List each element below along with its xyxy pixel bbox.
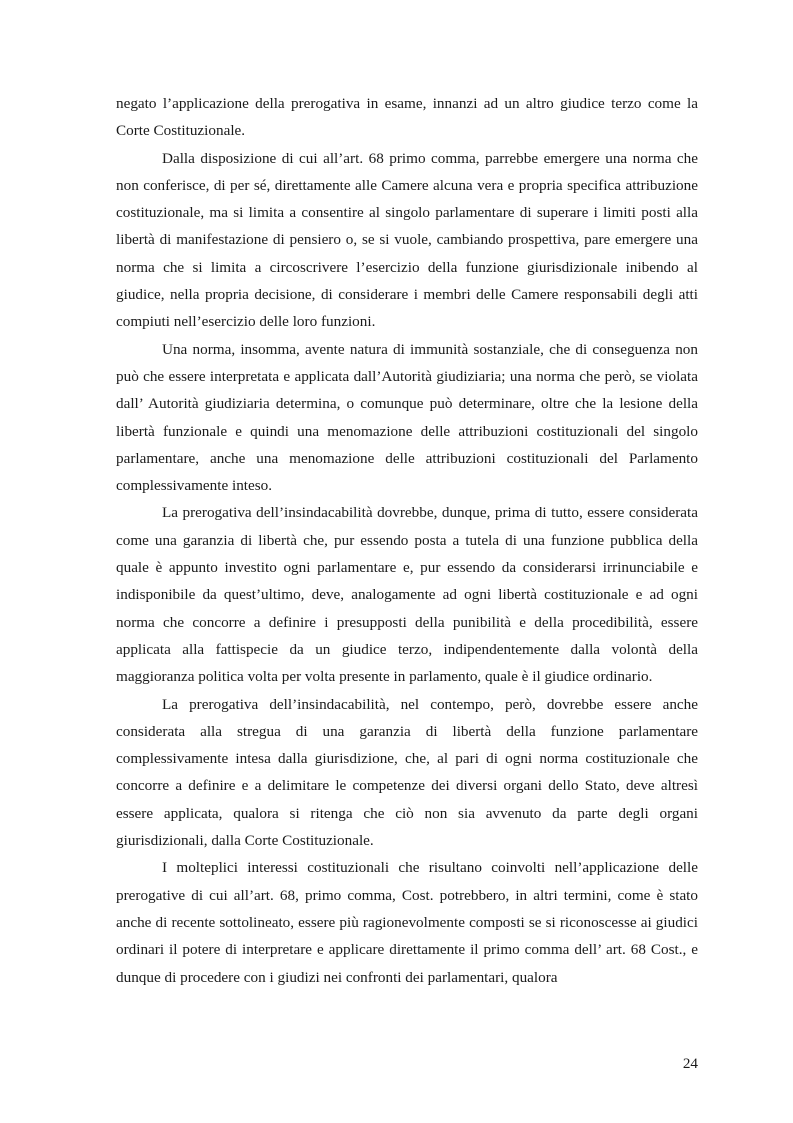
paragraph: Una norma, insomma, avente natura di immunità sostanziale, che di conseguenza non può che essere interpretata e applicata dall’Autorità giudiziaria; una norma che però, se violata dall’ Autorità giudiziaria determina, o comunque può determinare, oltre che la lesione della libertà funzionale e quindi una menomazione delle attribuzioni costituzionali del singolo parlamentare, anche una menomazione delle attribuzioni costituzionali del Parlamento complessivamente inteso. — [116, 340, 698, 495]
body-text — [116, 90, 698, 991]
paragraph-continuation: negato l’applicazione della prerogativa in esame, innanzi ad un altro giudice terzo come la Corte Costituzionale. — [116, 95, 698, 140]
paragraph: La prerogativa dell’insindacabilità dovrebbe, dunque, prima di tutto, essere considerata come una garanzia di libertà che, pur essendo posta a tutela di una funzione pubblica della quale è appunto investito ogni parlamentare e, pur essendo da considerarsi irrinunciabile e indisponibile da quest’ultimo, deve, analogamente ad ogni libertà costituzionale e ad ogni norma che concorre a definire i presupposti della punibilità e della procedibilità, essere applicata alla fattispecie da un giudice terzo, indipendentemente dalla volontà della maggioranza politica volta per volta presente in parlamento, quale è il giudice ordinario. — [116, 504, 698, 686]
paragraph: La prerogativa dell’insindacabilità, nel contempo, però, dovrebbe essere anche considerata alla stregua di una garanzia di libertà della funzione parlamentare complessivamente intesa dalla giurisdizione, che, al pari di ogni norma costituzionale che concorre a definire e a delimitare le competenze dei diversi organi dello Stato, deve altresì essere applicata, qualora si ritenga che ciò non sia avvenuto da parte degli organi giurisdizionali, dalla Corte Costituzionale. — [116, 695, 698, 850]
paragraph: Dalla disposizione di cui all’art. 68 primo comma, parrebbe emergere una norma che non conferisce, di per sé, direttamente alle Camere alcuna vera e propria specifica attribuzione costituzionale, ma si limita a consentire al singolo parlamentare di superare i limiti posti alla libertà di manifestazione di pensiero o, se si vuole, cambiando prospettiva, pare emergere una norma che si limita a circoscrivere l’esercizio della funzione giurisdizionale inibendo al giudice, nella propria decisione, di considerare i membri delle Camere responsabili degli atti compiuti nell’esercizio delle loro funzioni. — [116, 149, 698, 331]
page-number: 24 — [682, 1055, 698, 1072]
paragraph: I molteplici interessi costituzionali che risultano coinvolti nell’applicazione delle prerogative di cui all’art. 68, primo comma, Cost. potrebbero, in altri termini, come è stato anche di recente sottolineato, essere più ragionevolmente composti se si riconoscesse ai giudici ordinari il potere di interpretare e applicare direttamente il primo comma dell’ art. 68 Cost., e dunque di procedere con i giudizi nei confronti dei parlamentari, qualora — [116, 859, 698, 986]
